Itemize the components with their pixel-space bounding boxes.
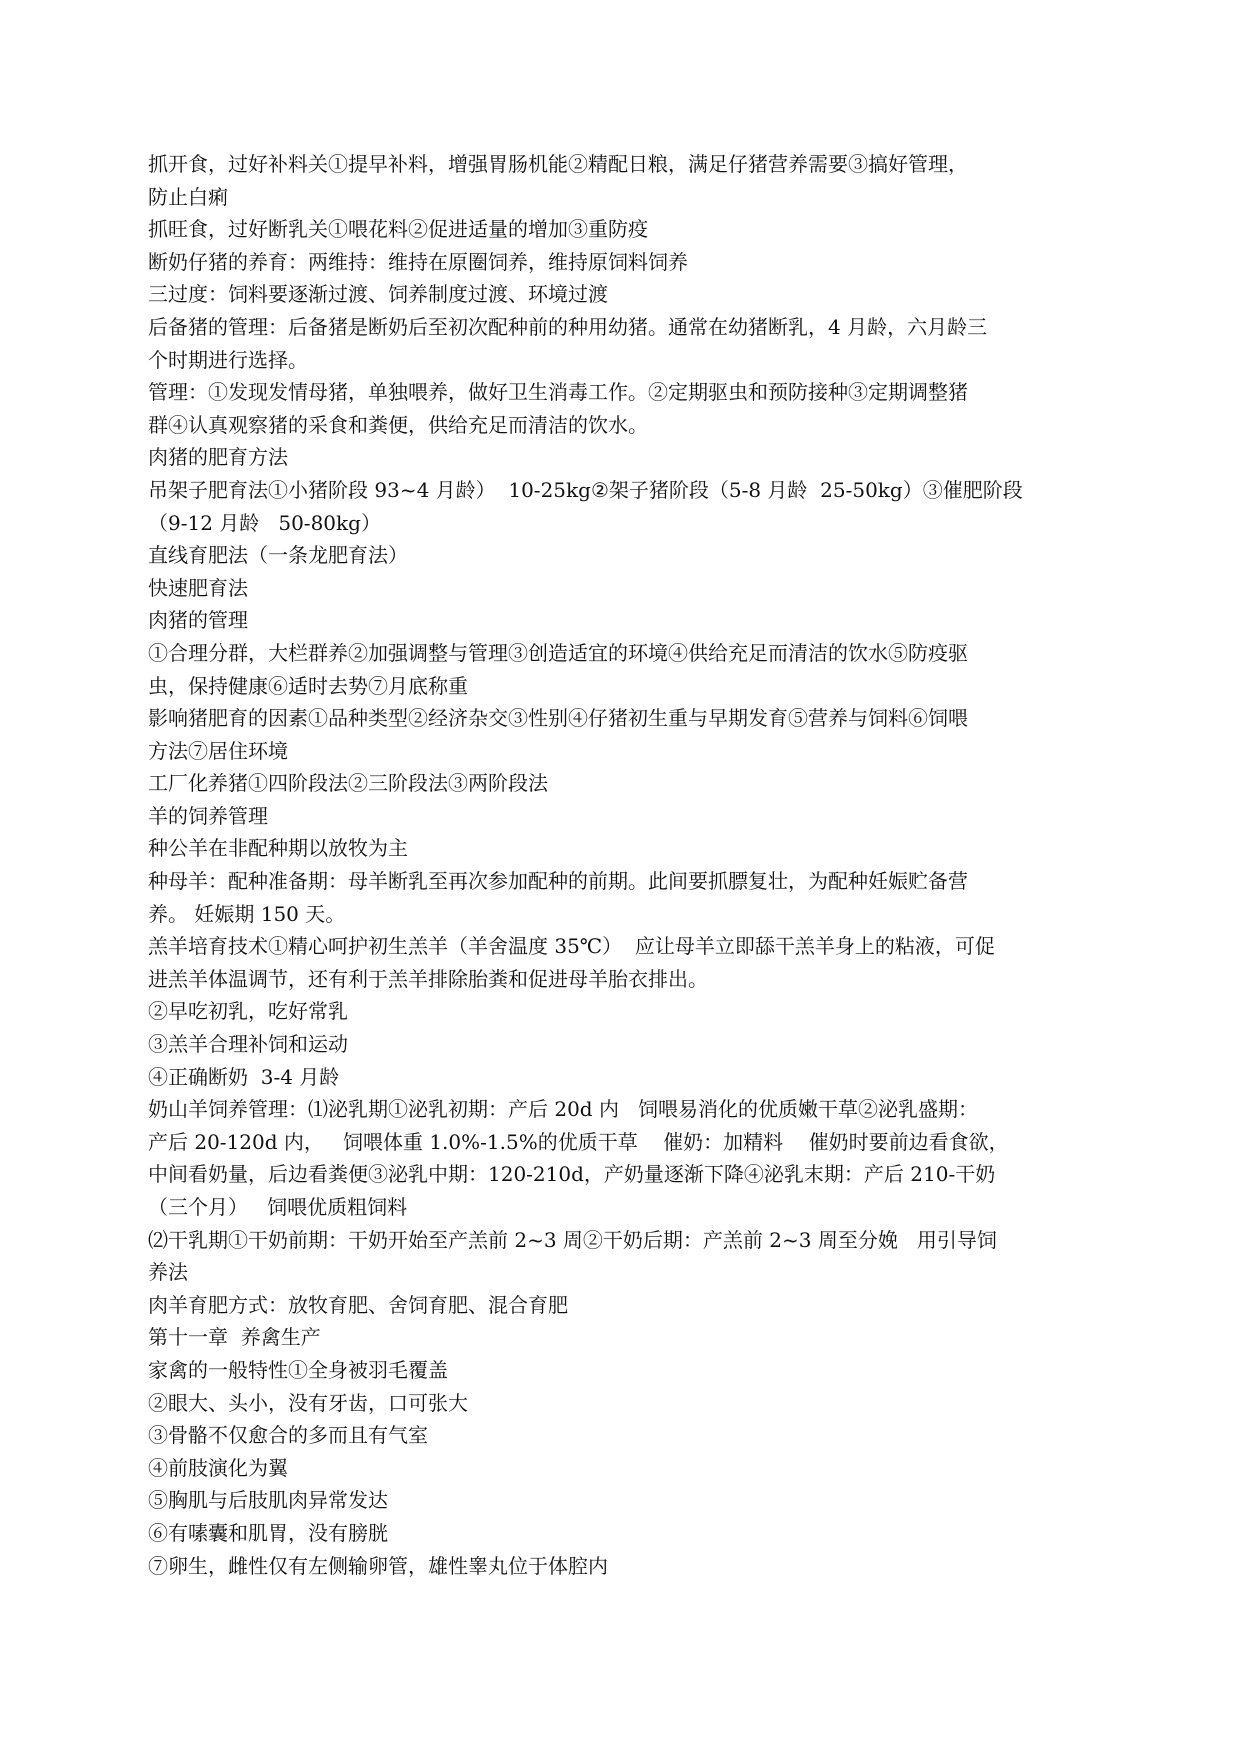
text-line: 养。 妊娠期 150 天。 xyxy=(148,901,346,926)
text-line: 肉猪的管理 xyxy=(148,608,248,633)
text-line: ②眼大、头小，没有牙齿，口可张大 xyxy=(148,1390,468,1415)
text-line: ⑤胸肌与后肢肌肉异常发达 xyxy=(148,1488,388,1513)
text-line: 种母羊：配种准备期：母羊断乳至再次参加配种的前期。此间要抓膘复壮，为配种妊娠贮备营 xyxy=(148,869,968,894)
text-line: ⑥有嗉囊和肌胃，没有膀胱 xyxy=(148,1520,388,1545)
text-line: ⑵干乳期①干奶前期：干奶开始至产羔前 2~3 周②干奶后期：产羔前 2~3 周至分娩 用引导饲 xyxy=(148,1227,997,1252)
text-line: 个时期进行选择。 xyxy=(148,347,308,372)
text-line: （9-12 月龄 50-80kg） xyxy=(148,510,381,535)
text-line: 快速肥育法 xyxy=(148,575,248,600)
text-line: 种公羊在非配种期以放牧为主 xyxy=(148,836,408,861)
text-line: 奶山羊饲养管理：⑴泌乳期①泌乳初期：产后 20d 内 饲喂易消化的优质嫩干草②泌乳盛期： xyxy=(148,1097,979,1122)
text-line: 工厂化养猪①四阶段法②三阶段法③两阶段法 xyxy=(148,771,548,796)
document-page xyxy=(148,148,1068,1582)
text-line: 肉猪的肥育方法 xyxy=(148,445,288,470)
text-line: （三个月） 饲喂优质粗饲料 xyxy=(148,1195,408,1219)
text-line: 家禽的一般特性①全身被羽毛覆盖 xyxy=(148,1357,448,1382)
text-line: 产后 20-120d 内， 饲喂体重 1.0%-1.5%的优质干草 催奶：加精料 催奶时要前边看食欲， xyxy=(148,1129,1009,1154)
text-line: ②早吃初乳，吃好常乳 xyxy=(148,999,348,1024)
text-line: 吊架子肥育法①小猪阶段 93~4 月龄） 10-25kg②架子猪阶段（5-8 月龄 25-50kg）③催肥阶段 xyxy=(148,477,1023,502)
text-line: ①合理分群，大栏群养②加强调整与管理③创造适宜的环境④供给充足而清洁的饮水⑤防疫驱 xyxy=(148,640,968,665)
text-line: 中间看奶量，后边看粪便③泌乳中期：120-210d，产奶量逐渐下降④泌乳末期：产后 210-干奶 xyxy=(148,1162,996,1187)
text-line: ③骨骼不仅愈合的多而且有气室 xyxy=(148,1423,428,1448)
text-line: 抓开食，过好补料关①提早补料，增强胃肠机能②精配日粮，满足仔猪营养需要③搞好管理， xyxy=(148,152,968,176)
text-line: ③羔羊合理补饲和运动 xyxy=(148,1032,348,1057)
text-line: 第十一章 养禽生产 xyxy=(148,1325,321,1350)
text-line: 抓旺食，过好断乳关①喂花料②促进适量的增加③重防疫 xyxy=(148,217,648,242)
text-line: 直线育肥法（一条龙肥育法） xyxy=(148,543,408,568)
text-line: ④前肢演化为翼 xyxy=(148,1455,288,1480)
text-line: 管理：①发现发情母猪，单独喂养，做好卫生消毒工作。②定期驱虫和预防接种③定期调整猪 xyxy=(148,380,968,405)
text-line: 羔羊培育技术①精心呵护初生羔羊（羊舍温度 35℃） 应让母羊立即舔干羔羊身上的粘液，可促 xyxy=(148,934,995,959)
text-line: 羊的饲养管理 xyxy=(148,803,268,828)
text-line: 群④认真观察猪的采食和粪便，供给充足而清洁的饮水。 xyxy=(148,412,648,437)
text-line: 影响猪肥育的因素①品种类型②经济杂交③性别④仔猪初生重与早期发育⑤营养与饲料⑥饲喂 xyxy=(148,706,968,731)
text-line: 虫，保持健康⑥适时去势⑦月底称重 xyxy=(148,673,468,698)
text-line: 后备猪的管理：后备猪是断奶后至初次配种前的种用幼猪。通常在幼猪断乳，4 月龄，六月龄三 xyxy=(148,314,988,339)
text-line: 肉羊育肥方式：放牧育肥、舍饲育肥、混合育肥 xyxy=(148,1292,568,1317)
text-line: 三过度：饲料要逐渐过渡、饲养制度过渡、环境过渡 xyxy=(148,282,608,307)
text-line: ④正确断奶 3-4 月龄 xyxy=(148,1064,340,1089)
text-line: 方法⑦居住环境 xyxy=(148,738,288,763)
text-line: 断奶仔猪的养育：两维持：维持在原圈饲养，维持原饲料饲养 xyxy=(148,249,688,274)
text-line: 养法 xyxy=(148,1260,188,1285)
text-line: 进羔羊体温调节，还有利于羔羊排除胎粪和促进母羊胎衣排出。 xyxy=(148,966,708,991)
text-line: 防止白痢 xyxy=(148,184,228,209)
text-line: ⑦卵生，雌性仅有左侧输卵管，雄性睾丸位于体腔内 xyxy=(148,1553,608,1578)
